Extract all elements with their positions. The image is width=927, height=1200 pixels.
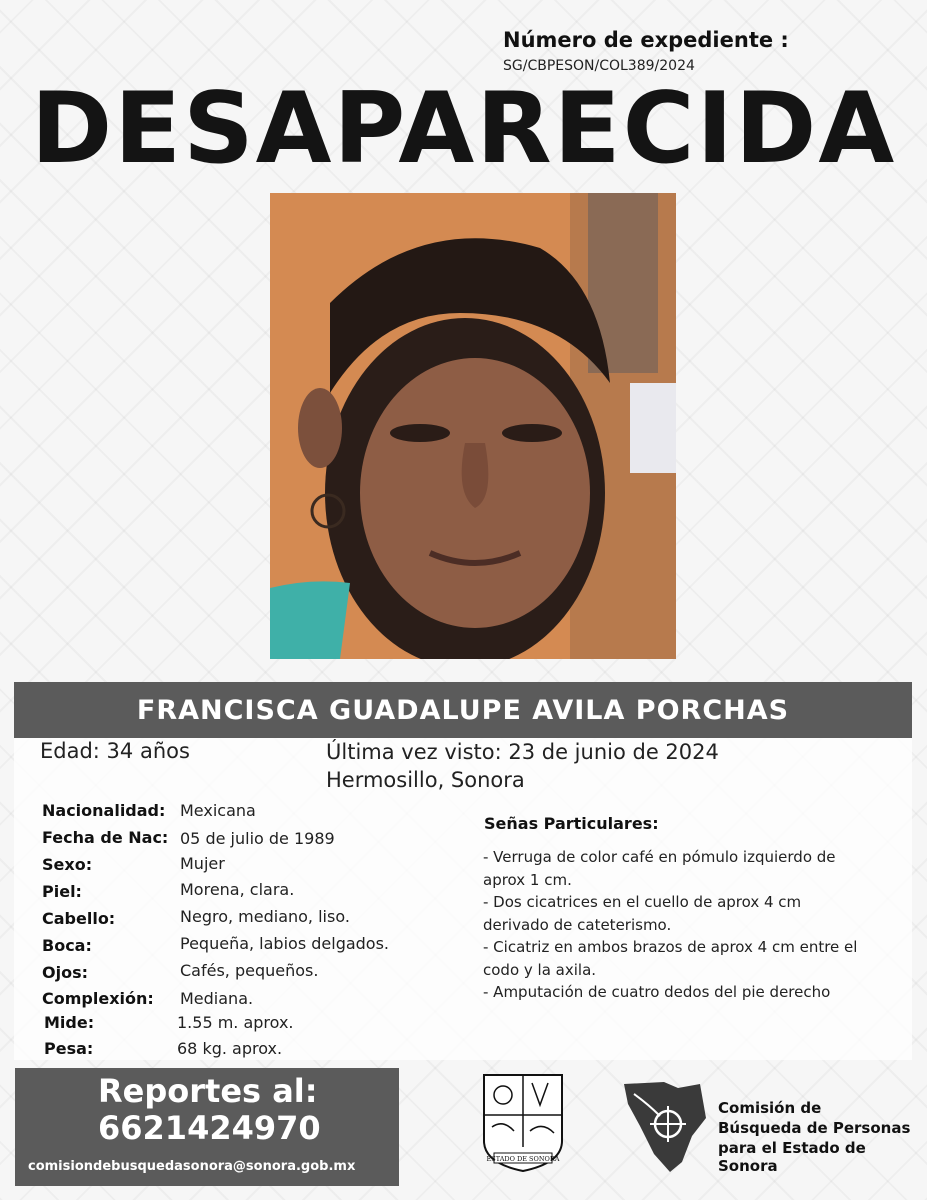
marks-line: - Cicatriz en ambos brazos de aprox 4 cm entre el [483, 938, 858, 956]
last-seen-text: Última vez visto: 23 de junio de 2024 [326, 740, 719, 764]
age-text: Edad: 34 años [40, 739, 190, 763]
marks-list [483, 846, 903, 1004]
report-email[interactable]: comisiondebusquedasonora@sonora.gob.mx [28, 1159, 356, 1174]
attr-label-boca: Boca: [42, 936, 92, 955]
crest-caption: ESTADO DE SONORA [486, 1155, 560, 1163]
marks-line: - Dos cicatrices en el cuello de aprox 4 cm [483, 893, 802, 911]
attr-value-pesa: 68 kg. aprox. [177, 1039, 283, 1058]
marks-line: codo y la axila. [483, 960, 597, 979]
attr-label-cabello: Cabello: [42, 909, 116, 928]
org-name-line-3: para el Estado de Sonora [718, 1139, 866, 1175]
attr-label-mide: Mide: [44, 1013, 95, 1032]
attr-label-ojos: Ojos: [42, 963, 88, 982]
attr-label-sexo: Sexo: [42, 855, 93, 874]
state-crest-logo [478, 1071, 568, 1175]
attr-value-ojos: Cafés, pequeños. [180, 961, 319, 980]
attr-value-piel: Morena, clara. [180, 880, 295, 899]
attr-value-fecha-nac: 05 de julio de 1989 [180, 829, 335, 848]
marks-line: aprox 1 cm. [483, 870, 572, 889]
report-phone[interactable]: 6621424970 [98, 1109, 321, 1147]
missing-person-photo [270, 193, 676, 659]
headline: DESAPARECIDA [30, 72, 897, 186]
name-banner [14, 682, 912, 738]
marks-line: derivado de cateterismo. [483, 915, 672, 934]
attr-value-boca: Pequeña, labios delgados. [180, 934, 390, 953]
attr-label-complexion: Complexión: [42, 989, 154, 1008]
file-number-value: SG/CBPESON/COL389/2024 [503, 58, 695, 74]
marks-title: Señas Particulares: [484, 814, 659, 833]
org-name-line-2: Búsqueda de Personas [718, 1119, 911, 1137]
attr-value-mide: 1.55 m. aprox. [177, 1013, 294, 1032]
person-name: FRANCISCA GUADALUPE AVILA PORCHAS [136, 694, 790, 726]
location-text: Hermosillo, Sonora [326, 768, 525, 792]
attr-value-nacionalidad: Mexicana [180, 801, 256, 820]
attr-label-pesa: Pesa: [44, 1039, 94, 1058]
attr-label-piel: Piel: [42, 882, 82, 901]
attr-label-nacionalidad: Nacionalidad: [42, 801, 166, 820]
attr-value-sexo: Mujer [180, 854, 225, 873]
org-name-line-1: Comisión de [718, 1099, 822, 1117]
marks-line: - Verruga de color café en pómulo izquierdo de [483, 848, 836, 866]
report-title: Reportes al: [98, 1072, 318, 1110]
attr-value-cabello: Negro, mediano, liso. [180, 907, 350, 926]
commission-map-logo [620, 1078, 712, 1176]
marks-line: - Amputación de cuatro dedos del pie derecho [483, 983, 831, 1001]
attr-label-fecha-nac: Fecha de Nac: [42, 828, 169, 847]
attr-value-complexion: Mediana. [180, 989, 254, 1008]
file-number-label: Número de expediente : [503, 28, 789, 52]
